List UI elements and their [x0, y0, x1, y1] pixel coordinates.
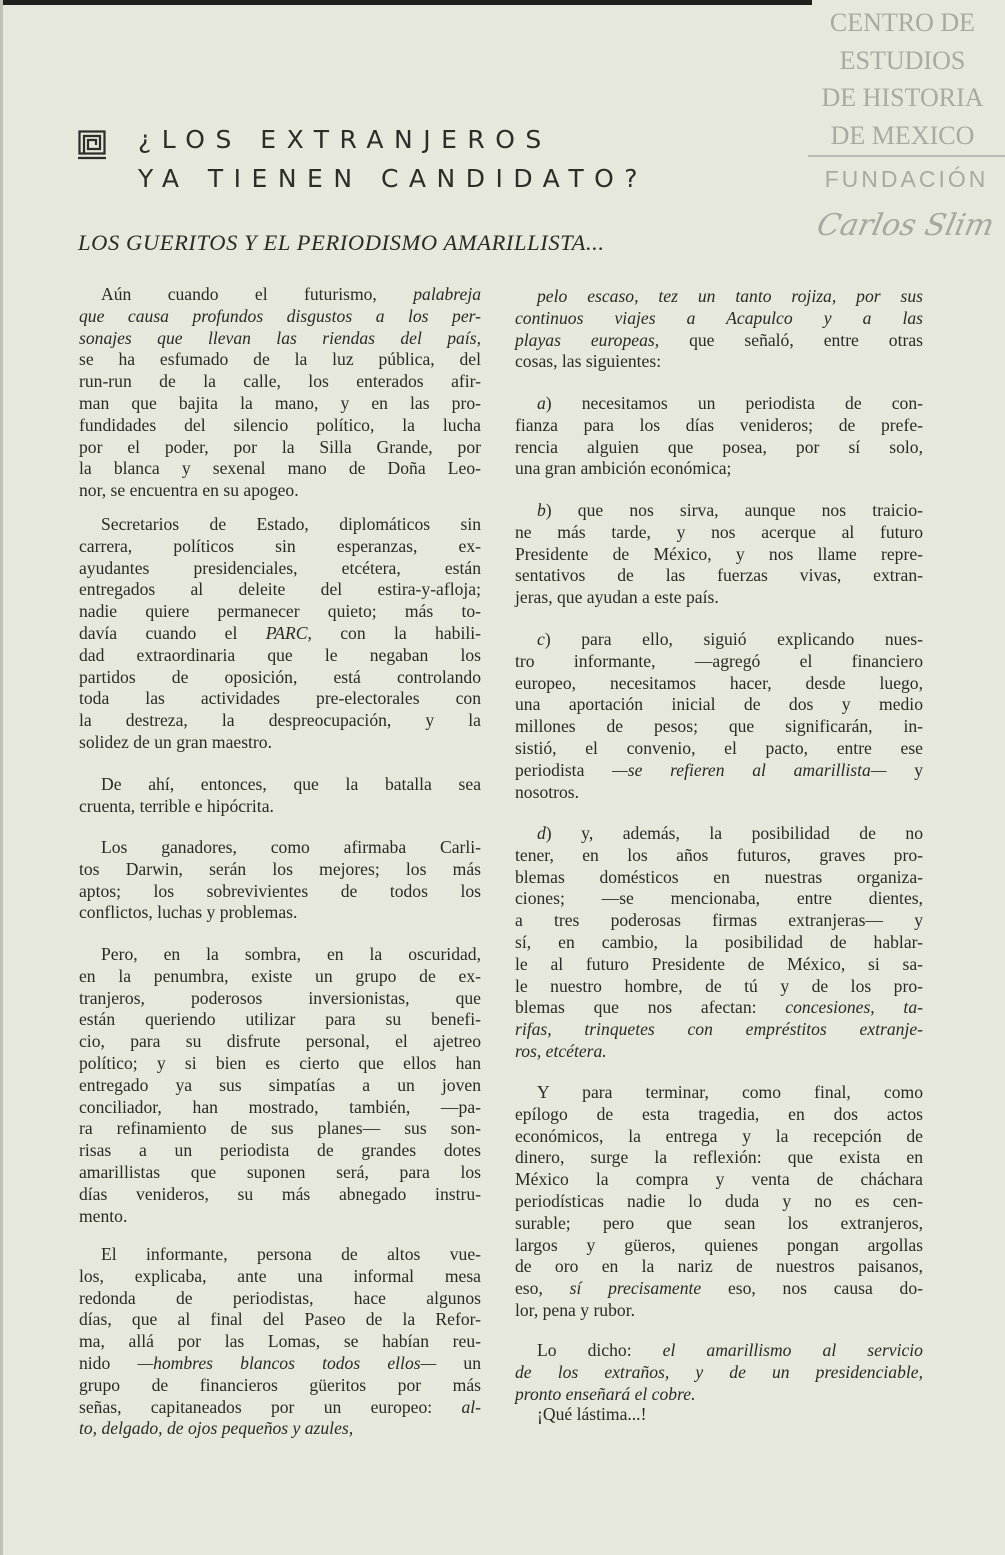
text-line — [515, 932, 923, 954]
text-line — [515, 415, 923, 437]
text-line — [79, 536, 481, 558]
body-text: a tres poderosas firmas extranjeras— y — [515, 910, 923, 931]
body-text: y — [886, 759, 923, 780]
text-line — [79, 881, 481, 903]
text-line — [515, 286, 923, 308]
text-line — [515, 1235, 923, 1257]
body-text: ayudantes presidenciales, etcétera, están — [79, 557, 481, 578]
body-text: le al futuro Presidente de México, si sa- — [515, 953, 923, 974]
italic-text: sonajes que llevan las riendas del país, — [79, 327, 481, 348]
text-line — [515, 1384, 923, 1406]
text-line — [79, 710, 481, 732]
text-line — [515, 1213, 923, 1235]
body-text: ma, allá por las Lomas, se habían reu- — [79, 1331, 481, 1352]
text-line — [515, 1278, 923, 1300]
text-line — [79, 645, 481, 667]
body-text: entregado ya sus simpatías a un joven — [79, 1074, 481, 1095]
text-line — [515, 500, 923, 522]
body-text: una aportación inicial de dos y medio — [515, 694, 923, 715]
body-text: días, que al final del Paseo de la Refor- — [79, 1309, 481, 1330]
italic-text: b — [537, 500, 546, 520]
paragraph — [515, 629, 923, 803]
body-text: fundidades del silencio político, la lucha — [79, 414, 481, 435]
text-line — [79, 966, 481, 988]
text-line — [79, 796, 481, 818]
text-line — [79, 514, 481, 536]
body-text: dad extraordinaria que le negaban los — [79, 644, 481, 665]
watermark-signature: Carlos Slim — [813, 208, 998, 243]
body-text: man que bajita la mano, y en las pro- — [79, 392, 481, 413]
body-text: una gran ambición económica; — [515, 458, 732, 479]
body-text: Presidente de México, y nos llame repre- — [515, 543, 923, 564]
body-text: amarillistas que suponen será, para los — [79, 1161, 481, 1182]
text-line — [79, 1009, 481, 1031]
italic-text: to, delgado, de ojos pequeños y azules, — [79, 1418, 354, 1439]
body-text: ¡Qué lástima...! — [537, 1404, 647, 1424]
body-text: están queriendo utilizar para su benefi- — [79, 1009, 481, 1030]
body-text: nido — [79, 1352, 138, 1373]
text-line — [79, 1288, 481, 1310]
text-line — [515, 1340, 923, 1362]
body-text: eso, nos causa do- — [701, 1278, 923, 1299]
body-text: dinero, surge la reflexión: que exista en — [515, 1147, 923, 1168]
body-text: Secretarios de Estado, diplomáticos sin — [101, 514, 481, 534]
paragraph — [515, 286, 923, 373]
paragraph — [515, 823, 923, 1063]
body-text: Aún cuando el futurismo, — [101, 284, 414, 304]
body-text: periodista — [515, 759, 613, 780]
body-text: tener, en los años futuros, graves pro- — [515, 844, 923, 865]
text-line — [79, 1353, 481, 1375]
body-text: nadie quiere permanecer quieto; más to- — [79, 601, 481, 622]
paragraph — [79, 284, 481, 502]
text-line — [515, 867, 923, 889]
body-text: mento. — [79, 1205, 128, 1226]
text-line — [79, 688, 481, 710]
text-line — [79, 1162, 481, 1184]
paragraph — [79, 944, 481, 1227]
body-text: partidos de oposición, está controlando — [79, 666, 481, 687]
body-text: en la penumbra, existe un grupo de ex- — [79, 965, 481, 986]
watermark-foundation: FUNDACIÓN — [824, 166, 989, 192]
italic-text: playas europeas, — [515, 329, 660, 350]
body-text: días venideros, su más abnegado instru- — [79, 1183, 481, 1204]
text-line — [515, 716, 923, 738]
text-line — [79, 558, 481, 580]
text-line — [79, 1140, 481, 1162]
body-text: davía cuando el — [79, 622, 266, 643]
article-subtitle: LOS GUERITOS Y EL PERIODISMO AMARILLISTA... — [78, 230, 605, 255]
body-text: lor, pena y rubor. — [515, 1299, 635, 1320]
text-line — [79, 902, 481, 924]
italic-text: pelo escaso, tez un tanto rojiza, por sus — [537, 286, 923, 306]
italic-text: PARC, — [265, 622, 312, 643]
body-text: económicos, la entrega y la recepción de — [515, 1125, 923, 1146]
body-text: surable; pero que sean los extranjeros, — [515, 1212, 923, 1233]
text-line — [79, 371, 481, 393]
italic-text: ros, etcétera. — [515, 1040, 607, 1061]
text-line — [515, 437, 923, 459]
body-text: un — [436, 1352, 481, 1373]
body-text: nosotros. — [515, 781, 580, 802]
body-text: grupo de financieros güeritos por más — [79, 1374, 481, 1395]
text-line — [515, 1126, 923, 1148]
text-line — [515, 393, 923, 415]
italic-text: d — [537, 823, 546, 843]
body-text: blemas que nos afectan: — [515, 997, 786, 1018]
text-line — [79, 1309, 481, 1331]
text-line — [515, 760, 923, 782]
paragraph — [79, 774, 481, 818]
italic-text: que causa profundos disgustos a los per- — [79, 305, 481, 326]
body-text: con la habili- — [311, 622, 481, 643]
body-text: de oro en la nariz de nuestros paisanos, — [515, 1256, 923, 1277]
text-line — [515, 1300, 923, 1322]
watermark-line: ESTUDIOS — [839, 45, 966, 75]
body-text: se ha esfumado de la luz pública, del — [79, 349, 481, 370]
text-line — [79, 667, 481, 689]
text-line — [515, 694, 923, 716]
text-line — [79, 1053, 481, 1075]
paragraph — [515, 500, 923, 609]
text-line — [79, 859, 481, 881]
body-text: ) y, además, la posibilidad de no — [545, 823, 923, 843]
body-text: la destreza, la despreocupación, y la — [79, 710, 481, 731]
body-text: risas a un periodista de grandes dotes — [79, 1140, 481, 1161]
body-text: México la compra y venta de cháchara — [515, 1169, 923, 1190]
body-text: solidez de un gran maestro. — [79, 731, 272, 752]
body-text: millones de pesos; que significarán, in- — [515, 716, 923, 737]
text-line — [515, 587, 923, 609]
body-text: Pero, en la sombra, en la oscuridad, — [101, 944, 481, 964]
text-line — [515, 651, 923, 673]
text-line — [515, 1104, 923, 1126]
text-line — [79, 944, 481, 966]
paragraph — [515, 1082, 923, 1322]
text-line — [79, 732, 481, 754]
watermark-line: CENTRO DE — [829, 8, 976, 37]
italic-text: —se refieren al amarillista— — [612, 759, 887, 780]
body-text: cosas, las siguientes: — [515, 351, 662, 372]
body-text: político; y si bien es cierto que ellos han — [79, 1052, 481, 1073]
body-text: ra refinamiento de sus planes— sus son- — [79, 1118, 481, 1139]
body-text: epílogo de esta tragedia, en dos actos — [515, 1103, 923, 1124]
text-line — [515, 351, 923, 373]
text-line — [79, 480, 481, 502]
text-line — [515, 458, 923, 480]
article-title-line2: YA TIENEN CANDIDATO? — [138, 164, 649, 193]
text-line — [79, 1375, 481, 1397]
watermark-line: DE HISTORIA — [821, 83, 984, 112]
body-text: por el poder, por la Silla Grande, por — [79, 436, 481, 457]
body-text: cruenta, terrible e hipócrita. — [79, 795, 274, 816]
body-text: fianza para los días venideros; de prefe- — [515, 414, 923, 435]
text-line — [79, 1397, 481, 1419]
italic-text: al- — [461, 1396, 481, 1417]
body-text: europeo, necesitamos hacer, desde luego, — [515, 672, 923, 693]
text-line — [515, 330, 923, 352]
text-line — [79, 1331, 481, 1353]
text-line — [515, 308, 923, 330]
text-line — [515, 738, 923, 760]
body-text: ciones; —se mencionaba, entre dientes, — [515, 888, 923, 909]
paragraph — [79, 1244, 481, 1440]
body-text: periodísticas nadie lo duda y no es cen- — [515, 1190, 923, 1211]
italic-text: a — [537, 393, 546, 413]
paragraph — [515, 1404, 923, 1426]
text-line — [515, 1191, 923, 1213]
body-text: sentativos de las fuerzas vivas, extran- — [515, 565, 923, 586]
text-line — [79, 1244, 481, 1266]
body-text: los, explicaba, ante una informal mesa — [79, 1265, 481, 1286]
watermark-institution — [800, 4, 1005, 154]
greek-key-icon — [78, 130, 106, 160]
text-line — [79, 1031, 481, 1053]
text-line — [79, 328, 481, 350]
body-text: redonda de periodistas, hace algunos — [79, 1287, 481, 1308]
body-text: run-run de la calle, los enterados afir- — [79, 371, 481, 392]
text-line — [79, 1118, 481, 1140]
italic-text: el amarillismo al servicio — [662, 1340, 923, 1360]
body-text: entregados al deleite del estira-y-afloja; — [79, 579, 481, 600]
text-line — [79, 306, 481, 328]
body-text: De ahí, entonces, que la batalla sea — [101, 774, 481, 794]
body-text: Y para terminar, como final, como — [537, 1082, 923, 1102]
body-text: Lo dicho: — [537, 1340, 663, 1360]
italic-text: continuos viajes a Acapulco y a las — [515, 307, 923, 328]
body-text: que señaló, entre otras — [659, 329, 924, 350]
body-text: conflictos, luchas y problemas. — [79, 902, 298, 923]
text-line — [515, 1169, 923, 1191]
text-line — [79, 458, 481, 480]
text-line — [515, 782, 923, 804]
text-line — [515, 673, 923, 695]
text-line — [79, 837, 481, 859]
text-line — [515, 976, 923, 998]
text-line — [79, 1206, 481, 1228]
body-text: señas, capitaneados por un europeo: — [79, 1396, 462, 1417]
body-text: le nuestro hombre, de tú y de los pro- — [515, 975, 923, 996]
text-line — [79, 349, 481, 371]
watermark-line: DE MEXICO — [830, 120, 975, 150]
body-text: ne más tarde, y nos acerque al futuro — [515, 521, 923, 542]
body-text: ) necesitamos un periodista de con- — [545, 393, 923, 413]
text-line — [79, 623, 481, 645]
body-text: cio, para su disfrute personal, el ajetreo — [79, 1031, 481, 1052]
text-line — [515, 910, 923, 932]
text-line — [79, 415, 481, 437]
watermark-divider — [808, 155, 1005, 157]
body-text: carrera, políticos sin esperanzas, ex- — [79, 535, 481, 556]
text-line — [515, 1041, 923, 1063]
text-line — [515, 544, 923, 566]
italic-text: de los extraños, y de un presidenciable, — [515, 1361, 923, 1382]
text-line — [515, 823, 923, 845]
italic-text: palabreja — [413, 284, 481, 304]
body-text: jeras, que ayudan a este país. — [515, 587, 719, 608]
body-text: conciliador, han mostrado, también, —pa- — [79, 1096, 481, 1117]
text-line — [79, 1418, 481, 1440]
body-text: largos y güeros, quienes pongan argollas — [515, 1234, 923, 1255]
text-line — [515, 1404, 923, 1426]
italic-text: concesiones, ta- — [785, 997, 923, 1018]
italic-text: pronto enseñará el cobre. — [515, 1383, 696, 1404]
body-text: El informante, persona de altos vue- — [101, 1244, 481, 1264]
body-text: tro informante, —agregó el financiero — [515, 650, 923, 671]
body-text: sí, en cambio, la posibilidad de hablar- — [515, 931, 923, 952]
italic-text: rifas, trinquetes con empréstitos extranje- — [515, 1019, 923, 1040]
body-text: ) para ello, siguió explicando nues- — [544, 629, 923, 649]
article-title-line1: ¿LOS EXTRANJEROS — [138, 125, 552, 154]
body-text: toda las actividades pre-electorales con — [79, 688, 481, 709]
text-line — [79, 774, 481, 796]
text-line — [79, 437, 481, 459]
paragraph — [515, 1340, 923, 1405]
text-line — [79, 988, 481, 1010]
body-text: sistió, el convenio, el pacto, entre ese — [515, 737, 923, 758]
body-text: Los ganadores, como afirmaba Carli- — [101, 837, 481, 857]
text-line — [515, 888, 923, 910]
body-text: ) que nos sirva, aunque nos traicio- — [545, 500, 923, 520]
body-text: nor, se encuentra en su apogeo. — [79, 480, 299, 501]
paragraph — [79, 837, 481, 924]
text-line — [515, 629, 923, 651]
body-text: blemas domésticos en nuestras organiza- — [515, 866, 923, 887]
text-line — [515, 565, 923, 587]
text-line — [515, 997, 923, 1019]
text-line — [79, 284, 481, 306]
text-line — [515, 845, 923, 867]
body-text: tos Darwin, serán los mejores; los más — [79, 858, 481, 879]
text-line — [515, 522, 923, 544]
text-line — [79, 1266, 481, 1288]
text-line — [515, 1147, 923, 1169]
text-line — [79, 1075, 481, 1097]
text-line — [515, 1019, 923, 1041]
text-line — [515, 954, 923, 976]
body-text: eso, — [515, 1278, 570, 1299]
text-line — [515, 1082, 923, 1104]
text-line — [79, 1097, 481, 1119]
paragraph — [79, 514, 481, 754]
text-line — [515, 1362, 923, 1384]
body-text: tranjeros, poderosos inversionistas, que — [79, 987, 481, 1008]
paragraph — [515, 393, 923, 480]
text-line — [79, 601, 481, 623]
italic-text: sí precisamente — [569, 1278, 702, 1299]
italic-text: —hombres blancos todos ellos— — [137, 1352, 437, 1373]
text-line — [79, 579, 481, 601]
scan-top-edge — [0, 0, 812, 5]
text-line — [79, 1184, 481, 1206]
text-line — [79, 393, 481, 415]
body-text: aptos; los sobrevivientes de todos los — [79, 880, 481, 901]
body-text: la blanca y sexenal mano de Doña Leo- — [79, 458, 481, 479]
scan-left-edge — [0, 0, 3, 1555]
body-text: rencia alguien que posea, por sí solo, — [515, 436, 923, 457]
text-line — [515, 1256, 923, 1278]
italic-text: c — [537, 629, 545, 649]
